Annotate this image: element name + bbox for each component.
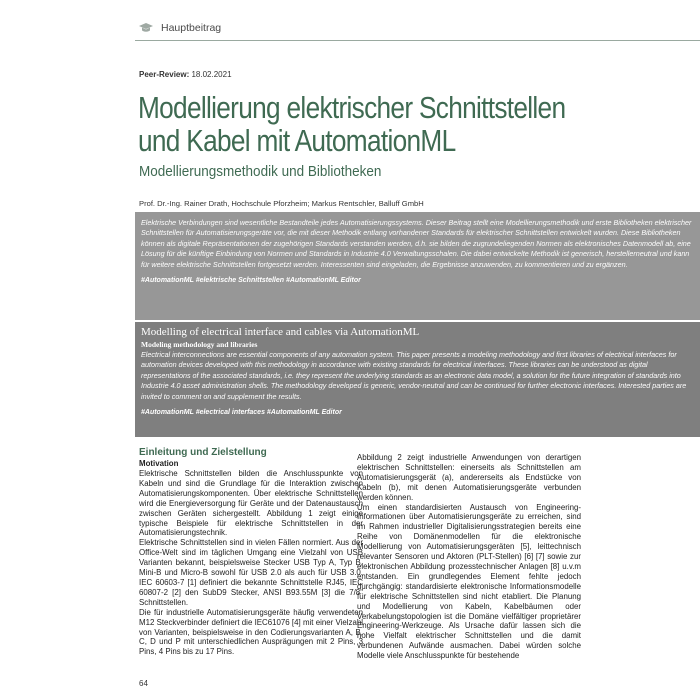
body-column-left bbox=[139, 447, 363, 657]
peer-review-date: 18.02.2021 bbox=[191, 70, 232, 79]
abstract-english-text: Electrical interconnections are essential components of any automation system. This paper presents a modeling methodology and first libraries of electrical interfaces for automation devices developed with this methodology in accordance with existing standards for electrical interfaces. These libraries can be understood as digital representations of the associated standards, i.e. they represent the underlying standards as an electronic data model, a solution for the future integration of standards into Industrie 4.0 asset administration shells. The methodology developed is generic, vendor-neutral and can be continued for further electronic interfaces. Interested parties are invited to comment on and supplement the results. bbox=[141, 350, 687, 401]
article-title bbox=[138, 92, 594, 158]
abstract-english bbox=[135, 322, 700, 437]
paragraph: Die für industrielle Automatisierungsgeräte häufig verwendeten M12 Steckverbinder definiert die IEC61076 [4] mit einer Vielzahl von Varianten, beispielsweise in den Codierungsvarianten A, B, C, D und P mit unterschiedlichen Ausprägungen mit 2 Pins, 3 Pins, 4 Pins bis zu 17 Pins. bbox=[139, 607, 363, 657]
section-header bbox=[139, 22, 221, 34]
abstract-english-tags: #AutomationML #electrical interfaces #AutomationML Editor bbox=[141, 409, 342, 417]
abstract-german-text: Elektrische Verbindungen sind wesentliche Bestandteile jedes Automatisierungssystems. Dieser Beitrag stellt eine Modellierungsmethodik und erste Bibliotheken elektrischer Schnittstellen für Automatisierungsgeräte vor, die mit dieser Methodik entlang vorhandener Standards für elektrischer Schnittstellen entwickelt wurden. Diese Bibliotheken können als digitale Repräsentationen der zugehörigen Standards verstanden werden, d.h. sie bilden die zugrundeliegenden Normen als elektronisches Datenmodell ab, eine Lösung für die künftige Einbindung von Normen und Standards in Industrie 4.0 Verwaltungsschalen. Die dabei entwickelte Methodik ist generisch, herstellerneutral und kann für weitere elektrische Schnittstellen fortgesetzt werden. Interessenten sind eingeladen, die Ergebnisse anzuwenden, zu kommentieren und zu ergänzen. bbox=[141, 218, 692, 269]
graduation-cap-icon bbox=[139, 23, 153, 33]
paragraph: Um einen standardisierten Austausch von Engineering-Informationen über Automatisierungsgeräte zu erreichen, sind im Rahmen industrieller Digitalisierungsstrategien bereits eine Reihe von Domänenmodellen für die elektronische Modellierung von Automatisierungsgeräten [5], leittechnisch relevanter Sensoren und Aktoren (PLT-Stellen) [6] [7] sowie zur elektronischen Abbildung prozesstechnischer Anlagen [8] u.v.m entstanden. Ein grundlegendes Element fehlte jedoch durchgängig: standardisierte elektronische Informationsmodelle für elektrische Schnittstellen sind nicht etabliert. Die Planung und Modellierung von Kabeln, Kabelbäumen oder Verkabelungstopologien ist die Domäne vielfältiger proprietärer Engineering-Werkzeuge. Als Ursache dafür lassen sich die hohe Vielfalt elektrischer Schnittstellen und die damit verbundenen Aufwände ausmachen. Dabei würden solche Modelle viele Anschlusspunkte für bestehende bbox=[357, 502, 581, 661]
article-title-line1: Modellierung elektrischer Schnittstellen bbox=[138, 91, 566, 125]
abstract-german-tags: #AutomationML #elektrische Schnittstellen #AutomationML Editor bbox=[141, 277, 361, 285]
body-column-right bbox=[357, 453, 581, 661]
peer-review-label: Peer-Review: bbox=[139, 70, 190, 79]
abstract-german bbox=[135, 212, 700, 320]
header-divider bbox=[135, 40, 700, 41]
article-subtitle: Modellierungsmethodik und Bibliotheken bbox=[139, 163, 382, 180]
section-label: Hauptbeitrag bbox=[161, 22, 222, 34]
abstract-english-title: Modelling of electrical interface and cables via AutomationML bbox=[141, 326, 420, 338]
page-number: 64 bbox=[139, 679, 148, 688]
section-heading: Einleitung und Zielstellung bbox=[139, 447, 267, 458]
subsection-heading: Motivation bbox=[139, 459, 179, 468]
authors: Prof. Dr.-Ing. Rainer Drath, Hochschule Pforzheim; Markus Rentschler, Balluff GmbH bbox=[139, 199, 424, 208]
paragraph: Elektrische Schnittstellen bilden die Anschlusspunkte von Kabeln und sind die Grundlage für die Interaktion zwischen Automatisierungskomponenten. Über elektrische Schnittstellen wird die Energieversorgung für Geräte und der Datenaustausch zwischen Geräten sichergestellt. Abbildung 1 zeigt einige typische Beispiele für elektrische Schnittstellen in der Automatisierungstechnik. bbox=[139, 469, 363, 538]
paragraph: Elektrische Schnittstellen sind in vielen Fällen normiert. Aus der Office-Welt sind im täglichen Umgang eine Vielzahl von USB Varianten bekannt, beispielsweise Stecker USB Typ A, Typ B, Mini-B und Micro-B sowohl für USB 2.0 als auch für USB 3.0. IEC 60603-7 [1] definiert die bekannte Schnittstelle RJ45, IEC 60807-2 [2] den SubD9 Stecker, ANSI B93.55M [3] die 7/8" Schnittstellen. bbox=[139, 538, 363, 607]
peer-review-line bbox=[139, 70, 232, 79]
paragraph: Abbildung 2 zeigt industrielle Anwendungen von derartigen elektrischen Schnittstellen: einerseits als Schnittstellen am Automatisierungsgerät (a), andererseits als Endstücke von Kabeln (b), mit denen Automatisierungsgeräte verbunden werden können. bbox=[357, 453, 581, 502]
abstract-english-subtitle: Modeling methodology and libraries bbox=[141, 340, 258, 349]
article-title-line2: und Kabel mit AutomationML bbox=[138, 124, 456, 158]
